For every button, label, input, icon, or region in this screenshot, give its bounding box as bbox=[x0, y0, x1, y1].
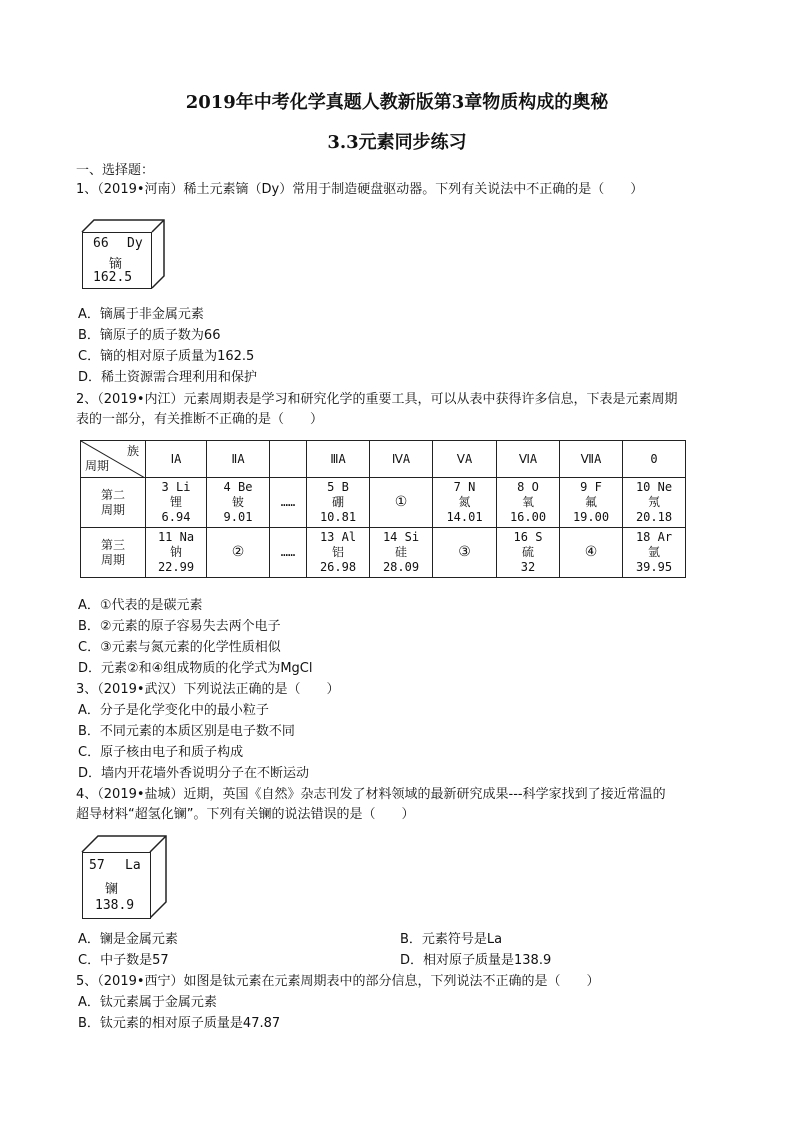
question-5-stem: 5、（2019•西宁）如图是钛元素在元素周期表中的部分信息，下列说法不正确的是（ ） bbox=[76, 974, 600, 989]
element-cell bbox=[560, 478, 623, 528]
question-4-option-a: A．镧是金属元素 bbox=[78, 932, 178, 947]
group-header: ⅠA bbox=[146, 441, 207, 478]
cell-num-sym: 4 Be bbox=[223, 480, 253, 494]
marker-cell: ④ bbox=[560, 528, 623, 578]
element-cell bbox=[497, 478, 560, 528]
element-symbol: Dy bbox=[127, 236, 143, 251]
cell-mass: 26.98 bbox=[319, 560, 357, 574]
cell-num-sym: 10 Ne bbox=[635, 480, 673, 494]
question-1-option-a: A．镝属于非金属元素 bbox=[78, 307, 204, 322]
cell-name: 氮 bbox=[458, 495, 471, 509]
cell-name: 锂 bbox=[169, 495, 182, 509]
cell-mass: 10.81 bbox=[319, 510, 357, 524]
cell-name: 硼 bbox=[331, 495, 344, 509]
question-2-option-a: A．①代表的是碳元素 bbox=[78, 598, 203, 613]
element-mass: 162.5 bbox=[93, 270, 133, 285]
group-header: ⅦA bbox=[560, 441, 623, 478]
cell-name: 钠 bbox=[169, 545, 182, 559]
element-number: 66 bbox=[93, 236, 109, 251]
element-cell bbox=[623, 528, 686, 578]
element-cell bbox=[146, 478, 207, 528]
question-1-option-d: D．稀土资源需合理利用和保护 bbox=[78, 370, 258, 385]
question-1-option-b: B．镝原子的质子数为66 bbox=[78, 328, 221, 343]
table-corner-cell bbox=[81, 441, 146, 478]
page-title: 2019年中考化学真题人教新版第3章物质构成的奥秘 bbox=[185, 92, 609, 113]
cell-name: 硅 bbox=[394, 545, 407, 559]
question-1-option-c: C．镝的相对原子质量为162.5 bbox=[78, 349, 255, 364]
period-label-line: 周期 bbox=[100, 552, 125, 567]
marker-cell: ③ bbox=[433, 528, 497, 578]
group-header: ⅡA bbox=[207, 441, 270, 478]
ellipsis-cell: …… bbox=[270, 528, 307, 578]
cell-name: 氩 bbox=[647, 545, 660, 559]
period-label-line: 第三 bbox=[100, 537, 125, 552]
cell-num-sym: 8 O bbox=[517, 480, 539, 494]
cell-mass: 39.95 bbox=[635, 560, 673, 574]
element-name: 镧 bbox=[105, 882, 119, 897]
question-3-option-c: C．原子核由电子和质子构成 bbox=[78, 745, 244, 760]
marker-cell: ② bbox=[207, 528, 270, 578]
cell-mass: 22.99 bbox=[157, 560, 195, 574]
cell-num-sym: 16 S bbox=[513, 530, 543, 544]
element-cell bbox=[433, 478, 497, 528]
cell-name: 氟 bbox=[584, 495, 597, 509]
group-header: ⅢA bbox=[307, 441, 370, 478]
group-header: ⅣA bbox=[370, 441, 433, 478]
question-4-stem-line-2: 超导材料“超氢化镧”。下列有关镧的说法错误的是（ ） bbox=[76, 807, 415, 822]
element-cell bbox=[146, 528, 207, 578]
cell-mass: 19.00 bbox=[572, 510, 610, 524]
cell-num-sym: 3 Li bbox=[161, 480, 191, 494]
section-heading: 一、选择题： bbox=[76, 163, 155, 178]
element-symbol: La bbox=[125, 858, 141, 873]
group-header bbox=[270, 441, 307, 478]
cell-num-sym: 11 Na bbox=[157, 530, 195, 544]
period-label bbox=[81, 528, 146, 578]
question-3-option-d: D．墙内开花墙外香说明分子在不断运动 bbox=[78, 766, 310, 781]
cell-mass: 6.94 bbox=[161, 510, 191, 524]
cell-num-sym: 5 B bbox=[327, 480, 349, 494]
cell-name: 氧 bbox=[521, 495, 534, 509]
cell-mass: 16.00 bbox=[509, 510, 547, 524]
question-3-option-a: A．分子是化学变化中的最小粒子 bbox=[78, 703, 269, 718]
element-cell bbox=[307, 528, 370, 578]
element-cell bbox=[207, 478, 270, 528]
question-1-stem: 1、（2019•河南）稀土元素镝（Dy）常用于制造硬盘驱动器。下列有关说法中不正确的是（ ） bbox=[76, 182, 644, 197]
cell-num-sym: 7 N bbox=[453, 480, 476, 494]
cell-mass: 20.18 bbox=[635, 510, 673, 524]
page-subtitle: 3.3元素同步练习 bbox=[327, 132, 467, 153]
cell-mass: 9.01 bbox=[223, 510, 253, 524]
cell-name: 铍 bbox=[231, 495, 244, 509]
question-4-stem-line-1: 4、（2019•盐城）近期，英国《自然》杂志刊发了材料领域的最新研究成果---科学家找到了接近常温的 bbox=[76, 787, 666, 802]
cell-num-sym: 18 Ar bbox=[635, 530, 673, 544]
marker-cell: ① bbox=[370, 478, 433, 528]
cell-mass: 14.01 bbox=[446, 510, 483, 524]
question-3-option-b: B．不同元素的本质区别是电子数不同 bbox=[78, 724, 295, 739]
question-2-option-b: B．②元素的原子容易失去两个电子 bbox=[78, 619, 281, 634]
element-number: 57 bbox=[89, 858, 105, 873]
element-cell bbox=[307, 478, 370, 528]
period-label-line: 周期 bbox=[100, 502, 125, 517]
cell-name: 铝 bbox=[331, 545, 344, 559]
element-name: 镝 bbox=[109, 257, 123, 272]
question-3-stem: 3、（2019•武汉）下列说法正确的是（ ） bbox=[76, 682, 340, 697]
corner-label-period: 周期 bbox=[85, 459, 110, 473]
corner-label-group: 族 bbox=[126, 444, 139, 458]
cell-name: 硫 bbox=[521, 545, 534, 559]
element-card-la bbox=[80, 832, 170, 922]
question-5-option-a: A．钛元素属于金属元素 bbox=[78, 995, 217, 1010]
cell-mass: 32 bbox=[520, 560, 536, 574]
element-cell bbox=[497, 528, 560, 578]
question-2-stem-line-2: 表的一部分，有关推断不正确的是（ ） bbox=[76, 412, 324, 427]
element-cell bbox=[370, 528, 433, 578]
question-4-option-c: C．中子数是57 bbox=[78, 953, 169, 968]
cell-mass: 28.09 bbox=[382, 560, 420, 574]
question-4-option-d: D．相对原子质量是138.9 bbox=[400, 953, 552, 968]
question-2-stem-line-1: 2、（2019•内江）元素周期表是学习和研究化学的重要工具，可以从表中获得许多信息，下表是元素周期 bbox=[76, 392, 678, 407]
ellipsis-cell: …… bbox=[270, 478, 307, 528]
question-5-option-b: B．钛元素的相对原子质量是47.87 bbox=[78, 1016, 281, 1031]
group-header: 0 bbox=[623, 441, 686, 478]
period-label-line: 第二 bbox=[100, 487, 125, 502]
cell-num-sym: 13 Al bbox=[319, 530, 357, 544]
element-mass: 138.9 bbox=[95, 898, 135, 913]
period-label bbox=[81, 478, 146, 528]
question-4-option-b: B．元素符号是La bbox=[400, 932, 503, 947]
element-cell bbox=[623, 478, 686, 528]
cell-name: 氖 bbox=[647, 495, 660, 509]
cell-num-sym: 9 F bbox=[580, 480, 602, 494]
question-2-option-d: D．元素②和④组成物质的化学式为MgCl bbox=[78, 661, 313, 676]
group-header: ⅥA bbox=[497, 441, 560, 478]
question-2-option-c: C．③元素与氮元素的化学性质相似 bbox=[78, 640, 281, 655]
cell-num-sym: 14 Si bbox=[382, 530, 420, 544]
periodic-table bbox=[80, 440, 686, 578]
group-header: ⅤA bbox=[433, 441, 497, 478]
element-card-dy bbox=[80, 216, 170, 292]
